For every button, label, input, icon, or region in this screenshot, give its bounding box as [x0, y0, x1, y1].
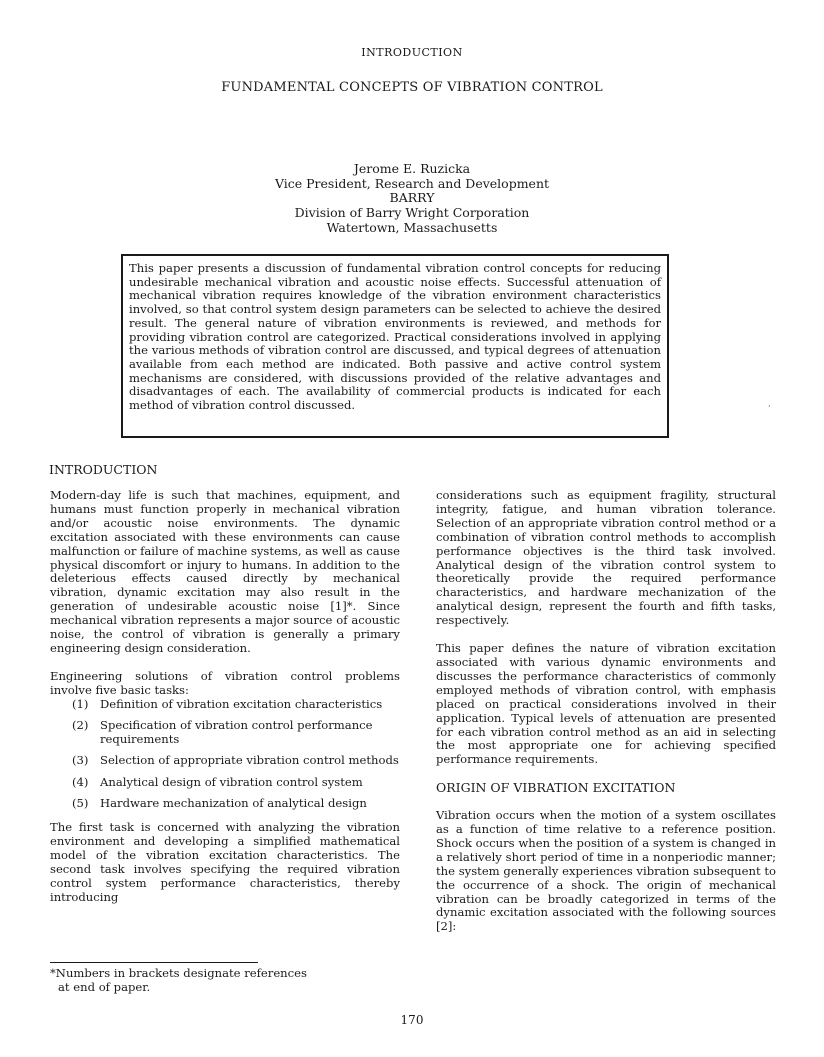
intro-heading: INTRODUCTION — [49, 462, 158, 477]
intro-paragraph-1: Modern-day life is such that machines, equipment, and humans must function properly in mechanical vibration and/or acoustic noise environments. The dynamic excitation associated with these environments can cause malfunction or failure of machine systems, as well as cause physical discomfort or injury to humans. In addition to the deleterious effects caused directly by mechanical vibration, dynamic excitation may also result in the generation of undesirable acoustic noise [1]*. Since mechanical vibration represents a major source of acoustic noise, the control of vibration is generally a primary engineering design consideration. — [50, 488, 400, 655]
task-list — [50, 698, 400, 811]
abstract-text: This paper presents a discussion of fundamental vibration control concepts for reducing undesirable mechanical vibration and acoustic noise effects. Successful attenuation of mechanical vibration requires knowledge of the vibration environment characteristics involved, so that control system design parameters can be selected to achieve the desired result. The general nature of vibration environments is reviewed, and methods for providing vibration control are categorized. Practical considerations involved in applying the various methods of vibration control are discussed, and typical degrees of attenuation available from each method are indicated. Both passive and active control system mechanisms are considered, with discussions provided of the relative advantages and disadvantages of each. The availability of commercial products is indicated for each method of vibration control discussed. — [129, 261, 661, 413]
left-column — [50, 489, 400, 905]
origin-heading: ORIGIN OF VIBRATION EXCITATION — [436, 780, 676, 796]
intro-paragraph-5: This paper defines the nature of vibration excitation associated with various dynamic environments and discusses the performance characteristics of commonly employed methods of vibration control, with emphasis placed on practical considerations involved in their application. Typical levels of attenuation are presented for each vibration control method as an aid in selecting the most appropriate one for achieving specified performance requirements. — [436, 641, 776, 767]
intro-paragraph-2: Engineering solutions of vibration control problems involve five basic tasks: — [50, 668, 400, 697]
task-item: (1) Definition of vibration excitation characteristics — [72, 696, 383, 711]
author-position: Vice President, Research and Development — [274, 175, 550, 191]
origin-paragraph-1: Vibration occurs when the motion of a system oscillates as a function of time relative to a reference position. Shock occurs when the position of a system is changed in a relatively short period of time in a nonperiodic manner; the system generally experiences vibration subsequent to the occurrence of a shock. The origin of mechanical vibration can be broadly categorized in terms of the dynamic excitation associated with the following sources [2]: — [436, 808, 776, 934]
task-item: (4) Analytical design of vibration control system — [72, 774, 363, 789]
footnote-line-1: *Numbers in brackets designate references — [50, 966, 307, 980]
intro-paragraph-3: The first task is concerned with analyzing the vibration environment and developing a simplified mathematical model of the vibration excitation characteristics. The second task involves specifying the required vibration control system performance characteristics, thereby introducing — [50, 820, 400, 904]
stray-mark: · — [768, 402, 771, 411]
right-column — [436, 489, 776, 934]
footnote — [50, 966, 380, 994]
author-location: Watertown, Massachusetts — [326, 219, 498, 235]
page-number: 170 — [400, 1013, 424, 1027]
paper-title: FUNDAMENTAL CONCEPTS OF VIBRATION CONTROL — [221, 80, 603, 95]
author-block — [0, 162, 824, 236]
running-head: INTRODUCTION — [361, 46, 463, 59]
footnote-rule — [50, 962, 258, 963]
task-item: (2) Specification of vibration control performance requirements — [72, 718, 373, 746]
abstract-box — [121, 254, 669, 438]
footnote-line-2: at end of paper. — [58, 980, 151, 994]
author-company: BARRY — [389, 190, 435, 206]
author-name: Jerome E. Ruzicka — [353, 161, 471, 176]
intro-paragraph-4: considerations such as equipment fragility, structural integrity, fatigue, and human vibration tolerance. Selection of an appropriate vibration control method or a combination of vibration control methods to accomplish performance objectives is the third task involved. Analytical design of the vibration control system to theoretically provide the required performance characteristics, and hardware mechanization of the analytical design, represent the fourth and fifth tasks, respectively. — [436, 488, 776, 628]
task-item: (3) Selection of appropriate vibration control methods — [72, 753, 399, 768]
task-item: (5) Hardware mechanization of analytical design — [72, 796, 367, 811]
author-division: Division of Barry Wright Corporation — [294, 205, 530, 221]
